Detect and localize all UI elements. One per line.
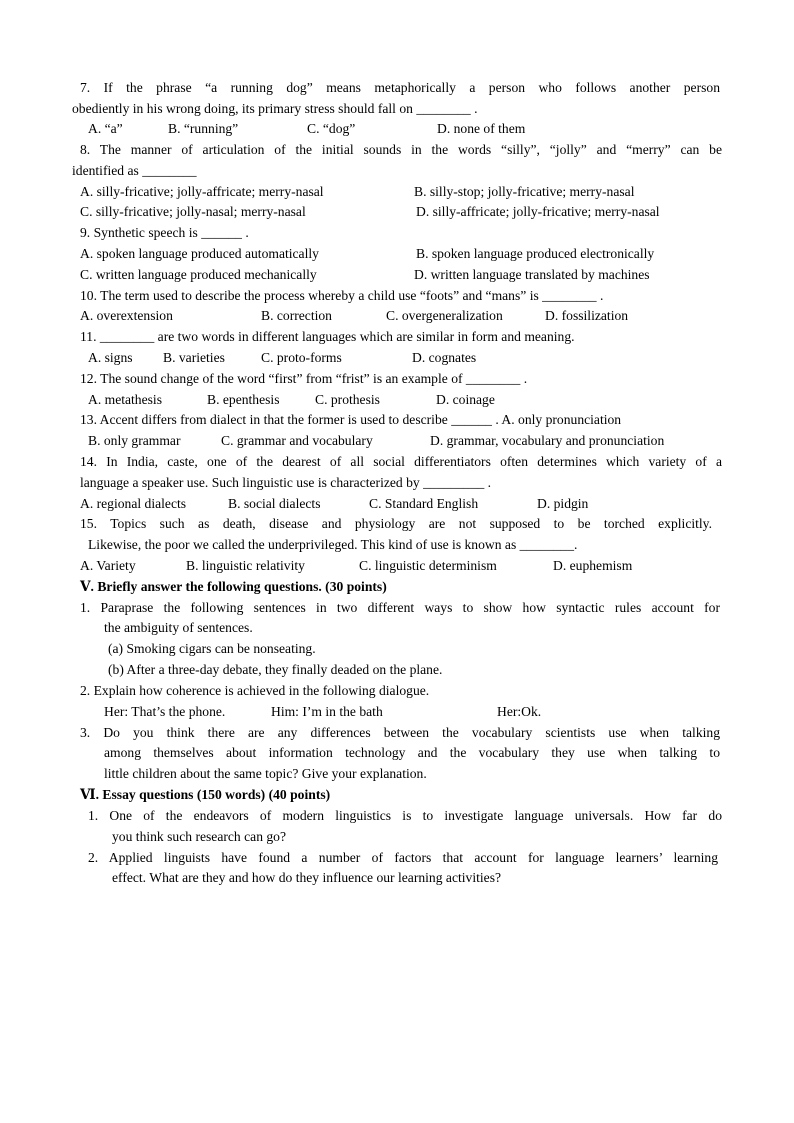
q7-stem-line1: 7. If the phrase “a running dog” means metaphorically a person who follows another person <box>80 80 720 95</box>
s6-q2-line2: effect. What are they and how do they influence our learning activities? <box>112 870 502 885</box>
s5-q1-line2: the ambiguity of sentences. <box>104 620 253 635</box>
q15-stem-line1: 15. Topics such as death, disease and physiology are not supposed to be torched explicitly. <box>80 516 712 531</box>
s5-q2-dialogue-him: Him: I’m in the bath <box>271 704 383 719</box>
q12-option-d: D. coinage <box>436 392 495 407</box>
q8-option-b: B. silly-stop; jolly-fricative; merry-nasal <box>414 184 635 199</box>
q10-stem: 10. The term used to describe the process whereby a child use “foots” and “mans” is ________ . <box>80 288 604 303</box>
s5-q3-line3: little children about the same topic? Give your explanation. <box>104 766 427 781</box>
s5-q1-line1: 1. Paraprase the following sentences in two different ways to show how syntactic rules account for <box>80 600 720 615</box>
q7-option-c: C. “dog” <box>307 121 356 136</box>
q10-option-d: D. fossilization <box>545 308 629 323</box>
q15-option-a: A. Variety <box>80 558 136 573</box>
q14-option-a: A. regional dialects <box>80 496 187 511</box>
q13-option-d: D. grammar, vocabulary and pronunciation <box>430 433 665 448</box>
q9-option-b: B. spoken language produced electronically <box>416 246 655 261</box>
q7-option-d: D. none of them <box>437 121 526 136</box>
section-5-heading: Ⅴ. Briefly answer the following questions. (30 points) <box>80 579 387 594</box>
q8-stem-line1: 8. The manner of articulation of the initial sounds in the words “silly”, “jolly” and “merry” can be <box>80 142 722 157</box>
section-6-heading: Ⅵ. Essay questions (150 words) (40 points) <box>80 787 331 802</box>
q11-stem: 11. ________ are two words in different languages which are similar in form and meaning. <box>80 329 575 344</box>
q11-option-a: A. signs <box>88 350 133 365</box>
s5-q2-dialogue-her: Her: That’s the phone. <box>104 704 226 719</box>
q10-option-b: B. correction <box>261 308 332 323</box>
q14-option-b: B. social dialects <box>228 496 321 511</box>
s5-q2-dialogue-her-reply: Her:Ok. <box>497 704 542 719</box>
q9-stem: 9. Synthetic speech is ______ . <box>80 225 249 240</box>
q14-stem-line2: language a speaker use. Such linguistic use is characterized by _________ . <box>80 475 492 490</box>
q9-option-d: D. written language translated by machines <box>414 267 650 282</box>
s5-q3-line1: 3. Do you think there are any differences between the vocabulary scientists use when talking <box>80 725 720 740</box>
q11-option-d: D. cognates <box>412 350 477 365</box>
q14-stem-line1: 14. In India, caste, one of the dearest of all social differentiators often determines which variety of a <box>80 454 722 469</box>
q10-option-a: A. overextension <box>80 308 173 323</box>
q10-option-c: C. overgeneralization <box>386 308 503 323</box>
s5-q3-line2: among themselves about information technology and the vocabulary they use when talking to <box>104 745 720 760</box>
s6-q2-line1: 2. Applied linguists have found a number of factors that account for language learners’ learning <box>88 850 718 865</box>
q15-option-c: C. linguistic determinism <box>359 558 497 573</box>
s5-q1-sentence-a: (a) Smoking cigars can be nonseating. <box>108 641 316 656</box>
q7-stem-line2: obediently in his wrong doing, its primary stress should fall on ________ . <box>72 101 478 116</box>
q13-stem: 13. Accent differs from dialect in that the former is used to describe ______ . A. only pronunciation <box>80 412 622 427</box>
q7-option-a: A. “a” <box>88 121 123 136</box>
q9-option-a: A. spoken language produced automatically <box>80 246 319 261</box>
q11-option-c: C. proto-forms <box>261 350 342 365</box>
s5-q1-sentence-b: (b) After a three-day debate, they finally deaded on the plane. <box>108 662 443 677</box>
q15-option-d: D. euphemism <box>553 558 633 573</box>
q12-option-b: B. epenthesis <box>207 392 280 407</box>
q15-stem-line2: Likewise, the poor we called the underprivileged. This kind of use is known as ________. <box>88 537 578 552</box>
q13-option-b: B. only grammar <box>88 433 181 448</box>
q12-stem: 12. The sound change of the word “first” from “frist” is an example of ________ . <box>80 371 528 386</box>
q11-option-b: B. varieties <box>163 350 225 365</box>
q13-option-c: C. grammar and vocabulary <box>221 433 373 448</box>
q8-option-a: A. silly-fricative; jolly-affricate; merry-nasal <box>80 184 324 199</box>
q14-option-d: D. pidgin <box>537 496 589 511</box>
s5-q2-line1: 2. Explain how coherence is achieved in the following dialogue. <box>80 683 430 698</box>
q12-option-c: C. prothesis <box>315 392 380 407</box>
s6-q1-line2: you think such research can go? <box>112 829 287 844</box>
q8-option-d: D. silly-affricate; jolly-fricative; merry-nasal <box>416 204 660 219</box>
q9-option-c: C. written language produced mechanically <box>80 267 317 282</box>
s6-q1-line1: 1. One of the endeavors of modern linguistics is to investigate language universals. How far do <box>88 808 722 823</box>
q8-stem-line2: identified as ________ <box>72 163 197 178</box>
q14-option-c: C. Standard English <box>369 496 479 511</box>
q15-option-b: B. linguistic relativity <box>186 558 305 573</box>
q8-option-c: C. silly-fricative; jolly-nasal; merry-nasal <box>80 204 306 219</box>
q12-option-a: A. metathesis <box>88 392 162 407</box>
q7-option-b: B. “running” <box>168 121 239 136</box>
